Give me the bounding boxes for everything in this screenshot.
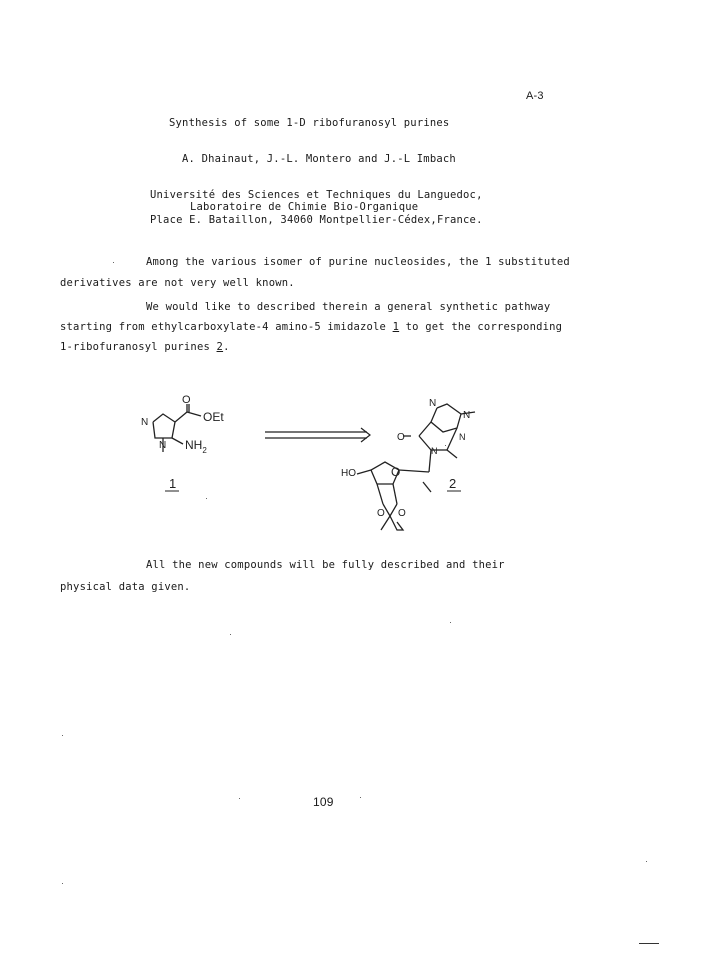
paragraph-2-line-2 xyxy=(60,321,562,333)
compound-2-structure xyxy=(357,404,475,530)
compound-1-label: 1 xyxy=(169,476,177,491)
authors: A. Dhainaut, J.-L. Montero and J.-L Imbach xyxy=(182,153,456,165)
paragraph-3-line-2: physical data given. xyxy=(60,581,191,593)
c2-o-right-label: O xyxy=(398,508,406,519)
paragraph-2-line-3 xyxy=(60,341,230,353)
c1-o-label: O xyxy=(182,394,191,406)
scan-speck xyxy=(206,498,207,499)
reaction-arrow-icon xyxy=(265,428,370,442)
paragraph-2-line-1: We would like to described therein a general synthetic pathway xyxy=(146,301,551,313)
line3-text-a: 1-ribofuranosyl purines xyxy=(60,341,217,353)
c2-o-label: O xyxy=(397,432,405,443)
scan-speck xyxy=(62,735,63,736)
compound-2-label: 2 xyxy=(449,476,457,491)
c2-n-right-label: N xyxy=(463,410,471,421)
scan-speck xyxy=(450,622,451,623)
page-number: 109 xyxy=(313,795,334,809)
c1-n-bottom-label: N xyxy=(159,440,167,451)
scan-mark xyxy=(639,943,659,944)
affiliation-line-1: Université des Sciences et Techniques du Languedoc, xyxy=(150,189,483,201)
c2-ring-o-label: O xyxy=(391,465,401,479)
compound-ref-2: 2 xyxy=(216,341,224,353)
line2-text-b: to get the corresponding xyxy=(399,321,563,333)
scan-speck xyxy=(360,797,361,798)
scan-speck xyxy=(62,883,63,884)
scan-speck xyxy=(113,262,114,263)
c1-nh2-subscript: 2 xyxy=(202,446,207,455)
paper-title: Synthesis of some 1-D ribofuranosyl purines xyxy=(169,117,450,129)
affiliation-line-3: Place E. Bataillon, 34060 Montpellier-Cédex,France. xyxy=(150,214,483,226)
c2-n-lower-label: N xyxy=(431,446,438,456)
compound-ref-1: 1 xyxy=(392,321,400,333)
c2-n-top-label: N xyxy=(429,398,437,409)
paragraph-3-line-1: All the new compounds will be fully described and their xyxy=(146,559,505,571)
paragraph-1-line-1: Among the various isomer of purine nucleosides, the 1 substituted xyxy=(146,256,570,268)
scan-speck xyxy=(646,861,647,862)
c1-n-left-label: N xyxy=(141,417,149,428)
line3-text-b: . xyxy=(223,341,230,353)
c1-nh2-label xyxy=(185,438,207,455)
paragraph-1-line-2: derivatives are not very well known. xyxy=(60,277,295,289)
c2-ho-label: HO xyxy=(341,468,356,479)
c2-n-mid-label: N xyxy=(459,432,466,442)
c1-oet-label: OEt xyxy=(203,410,224,424)
page-label: A-3 xyxy=(526,90,544,102)
reaction-scheme xyxy=(135,392,495,542)
scan-speck xyxy=(230,634,231,635)
scan-speck xyxy=(239,798,240,799)
c2-o-left-label: O xyxy=(377,508,385,519)
scan-speck xyxy=(445,445,446,446)
c1-nh2-text: NH xyxy=(185,438,203,452)
affiliation-line-2: Laboratoire de Chimie Bio-Organique xyxy=(190,201,419,213)
line2-text-a: starting from ethylcarboxylate-4 amino-5 imidazole xyxy=(60,321,393,333)
